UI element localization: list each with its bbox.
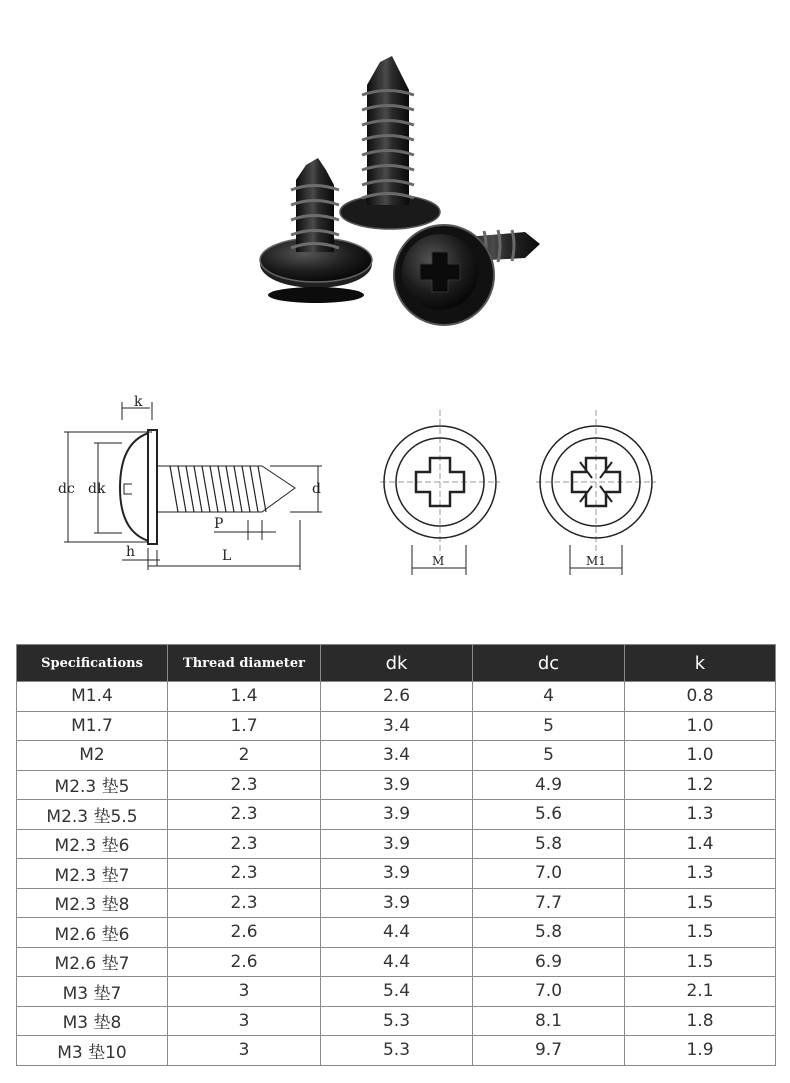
- cell-thread: 3: [168, 1036, 321, 1066]
- table-row: [17, 770, 776, 800]
- cell-thread: 1.4: [168, 682, 321, 712]
- cell-k: 1.9: [625, 1036, 776, 1066]
- header-thread-diameter: Thread diameter: [168, 645, 321, 682]
- table-row: [17, 977, 776, 1007]
- table-body: [17, 682, 776, 1066]
- cell-thread: 1.7: [168, 711, 321, 741]
- table-row: [17, 741, 776, 771]
- label-m: M: [432, 554, 445, 568]
- tall-screw: [340, 56, 440, 229]
- label-l: L: [222, 548, 232, 564]
- label-dc: dc: [58, 481, 75, 497]
- header-k: k: [625, 645, 776, 682]
- cell-spec: M1.4: [17, 682, 168, 712]
- cell-spec: M2.3 垫5.5: [17, 800, 168, 830]
- header-dk: dk: [321, 645, 473, 682]
- cell-thread: 2.3: [168, 829, 321, 859]
- cell-k: 1.8: [625, 1006, 776, 1036]
- table-row: [17, 859, 776, 889]
- cell-dk: 5.3: [321, 1006, 473, 1036]
- cell-k: 0.8: [625, 682, 776, 712]
- cell-dk: 3.9: [321, 800, 473, 830]
- table-row: [17, 1036, 776, 1066]
- cell-k: 1.3: [625, 859, 776, 889]
- cell-dk: 3.9: [321, 770, 473, 800]
- table-row: [17, 888, 776, 918]
- cell-spec: M2: [17, 741, 168, 771]
- cell-dc: 9.7: [473, 1036, 625, 1066]
- header-dc: dc: [473, 645, 625, 682]
- table-row: [17, 800, 776, 830]
- cell-spec: M2.3 垫5: [17, 770, 168, 800]
- label-p: P: [214, 516, 224, 532]
- cell-k: 2.1: [625, 977, 776, 1007]
- cell-k: 1.5: [625, 918, 776, 948]
- table-header-row: [17, 645, 776, 682]
- cell-dc: 6.9: [473, 947, 625, 977]
- cell-k: 1.4: [625, 829, 776, 859]
- cell-spec: M2.3 垫6: [17, 829, 168, 859]
- cell-thread: 2.3: [168, 770, 321, 800]
- small-screw: [260, 158, 372, 303]
- cell-dk: 3.9: [321, 888, 473, 918]
- cell-spec: M3 垫8: [17, 1006, 168, 1036]
- label-h: h: [126, 544, 136, 560]
- cell-k: 1.5: [625, 888, 776, 918]
- product-photo: [0, 0, 790, 360]
- cell-dk: 3.9: [321, 829, 473, 859]
- cell-spec: M3 垫10: [17, 1036, 168, 1066]
- cell-dk: 2.6: [321, 682, 473, 712]
- cell-k: 1.2: [625, 770, 776, 800]
- cell-thread: 3: [168, 977, 321, 1007]
- technical-drawing: [0, 380, 790, 590]
- cell-k: 1.0: [625, 741, 776, 771]
- cell-k: 1.5: [625, 947, 776, 977]
- cell-dc: 8.1: [473, 1006, 625, 1036]
- cell-dc: 7.0: [473, 977, 625, 1007]
- cell-thread: 2.3: [168, 888, 321, 918]
- cell-dk: 5.3: [321, 1036, 473, 1066]
- label-k: k: [134, 394, 143, 410]
- cell-dc: 4.9: [473, 770, 625, 800]
- table-row: [17, 829, 776, 859]
- cell-thread: 2: [168, 741, 321, 771]
- label-d: d: [312, 481, 321, 497]
- header-specifications: Specifications: [17, 645, 168, 682]
- cell-dk: 4.4: [321, 918, 473, 948]
- cell-dc: 4: [473, 682, 625, 712]
- cell-thread: 2.6: [168, 918, 321, 948]
- cell-dc: 7.0: [473, 859, 625, 889]
- cell-dc: 5.6: [473, 800, 625, 830]
- cell-thread: 2.6: [168, 947, 321, 977]
- cell-spec: M2.6 垫7: [17, 947, 168, 977]
- cell-dk: 3.4: [321, 741, 473, 771]
- cell-spec: M1.7: [17, 711, 168, 741]
- table-row: [17, 918, 776, 948]
- spec-table: [16, 644, 776, 1066]
- cell-spec: M2.3 垫8: [17, 888, 168, 918]
- label-dk: dk: [88, 481, 106, 497]
- table-row: [17, 947, 776, 977]
- table-row: [17, 711, 776, 741]
- cell-dc: 5: [473, 711, 625, 741]
- cell-dk: 5.4: [321, 977, 473, 1007]
- cell-k: 1.3: [625, 800, 776, 830]
- cell-dk: 4.4: [321, 947, 473, 977]
- cell-dc: 7.7: [473, 888, 625, 918]
- table-row: [17, 682, 776, 712]
- cell-thread: 3: [168, 1006, 321, 1036]
- cell-dc: 5.8: [473, 918, 625, 948]
- cell-spec: M2.6 垫6: [17, 918, 168, 948]
- cell-thread: 2.3: [168, 800, 321, 830]
- lying-screw: [394, 225, 540, 325]
- cell-k: 1.0: [625, 711, 776, 741]
- cell-dc: 5.8: [473, 829, 625, 859]
- cell-dc: 5: [473, 741, 625, 771]
- cell-dk: 3.4: [321, 711, 473, 741]
- label-m1: M1: [586, 554, 606, 568]
- cell-thread: 2.3: [168, 859, 321, 889]
- cell-spec: M3 垫7: [17, 977, 168, 1007]
- table-row: [17, 1006, 776, 1036]
- cell-spec: M2.3 垫7: [17, 859, 168, 889]
- cell-dk: 3.9: [321, 859, 473, 889]
